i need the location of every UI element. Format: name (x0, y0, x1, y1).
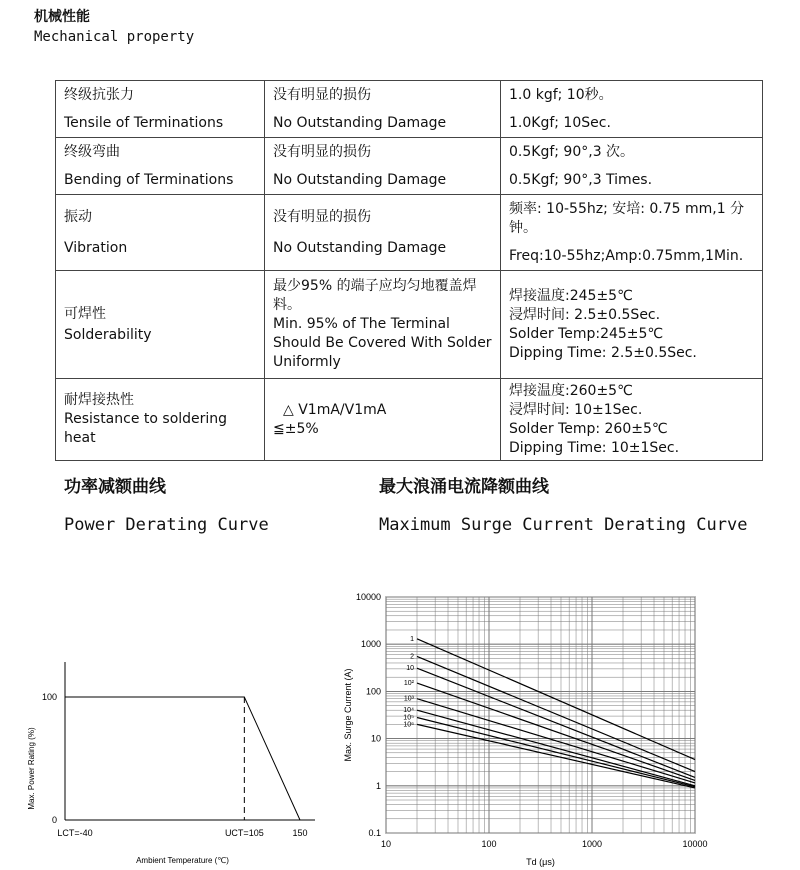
y-tick-label: 1000 (360, 639, 381, 650)
y-tick-label: 10 (370, 733, 381, 744)
series-line (417, 724, 695, 788)
req-cn: 没有明显的损伤 (273, 143, 371, 160)
item-cn: 终级弯曲 (64, 143, 120, 160)
x-tick-label: UCT=105 (224, 828, 264, 838)
cond-line: 浸焊时间: 2.5±0.5Sec. (509, 306, 661, 323)
y-tick-label: 0.1 (368, 828, 381, 838)
table-row (56, 138, 763, 195)
req-cn: 没有明显的损伤 (273, 208, 371, 225)
requirement-cell (265, 271, 501, 379)
req-en: ≦±5% (273, 420, 319, 437)
cond-line: 频率: 10-55hz; 安培: 0.75 mm,1 分钟。 (509, 200, 745, 236)
x-axis-label: Ambient Temperature (℃) (136, 856, 229, 865)
x-tick-label: 150 (292, 828, 308, 838)
x-tick-label: LCT=-40 (57, 828, 93, 838)
series-label: 10⁴ (403, 707, 415, 715)
item-en: Resistance to soldering heat (64, 411, 228, 446)
req-cn: 最少95% 的端子应均匀地覆盖焊料。 (273, 278, 477, 313)
mechanical-property-table (55, 80, 763, 461)
item-cn: 终级抗张力 (64, 86, 134, 103)
x-tick-label: 100 (481, 839, 497, 849)
req-en: No Outstanding Damage (273, 239, 447, 256)
req-en: Min. 95% of The Terminal Should Be Covered With Solder Uniformly (273, 316, 492, 370)
cond-line: 1.0Kgf; 10Sec. (509, 114, 611, 131)
plot-frame (386, 597, 695, 833)
condition-cell (501, 138, 763, 195)
power-derating-title-cn: 功率减额曲线 (64, 477, 166, 497)
y-tick-label: 1 (375, 780, 381, 791)
surge-current-chart (335, 585, 745, 870)
cond-line: Solder Temp: 260±5℃ (509, 420, 668, 437)
cond-line: Dipping Time: 2.5±0.5Sec. (509, 344, 697, 361)
cond-line: Solder Temp:245±5℃ (509, 325, 664, 342)
x-tick-label: 1000 (581, 839, 603, 849)
cond-line: 焊接温度:260±5℃ (509, 382, 633, 399)
cond-line: 焊接温度:245±5℃ (509, 287, 633, 304)
table-row (56, 379, 763, 461)
cond-line: 0.5Kgf; 90°,3 Times. (509, 171, 653, 188)
condition-cell (501, 195, 763, 271)
cond-line: Freq:10-55hz;Amp:0.75mm,1Min. (509, 247, 744, 264)
item-en: Tensile of Terminations (64, 114, 224, 131)
series-label: 10² (403, 680, 415, 688)
y-tick-label: 0 (51, 815, 57, 825)
x-axis-label: Td (μs) (526, 857, 555, 867)
y-tick-label: 10000 (355, 592, 381, 602)
series-line (417, 656, 695, 771)
section-title-cn: 机械性能 (34, 9, 90, 25)
cond-line: Dipping Time: 10±1Sec. (509, 439, 680, 456)
surge-derating-title-cn: 最大浪涌电流降额曲线 (379, 477, 549, 497)
cond-line: 浸焊时间: 10±1Sec. (509, 401, 643, 418)
item-cn: 可焊性 (64, 305, 106, 322)
cond-line: 0.5Kgf; 90°,3 次。 (509, 143, 635, 160)
item-cell (56, 138, 265, 195)
y-tick-label: 100 (41, 692, 57, 702)
table-row (56, 81, 763, 138)
req-en: No Outstanding Damage (273, 171, 447, 188)
item-cn: 耐焊接热性 (64, 392, 134, 408)
item-cn: 振动 (64, 208, 92, 225)
series-label: 10⁵ (403, 714, 415, 722)
surge-derating-title-en: Maximum Surge Current Derating Curve (379, 515, 748, 535)
item-cell (56, 379, 265, 461)
table-row (56, 195, 763, 271)
series-label: 10 (406, 665, 415, 673)
series-line (417, 710, 695, 786)
x-tick-label: 10000 (682, 839, 708, 849)
item-en: Solderability (64, 326, 152, 343)
requirement-cell (265, 81, 501, 138)
series-line (417, 717, 695, 786)
series-line (65, 697, 300, 820)
series-line (417, 683, 695, 780)
power-derating-title-en: Power Derating Curve (64, 515, 269, 535)
item-cell (56, 81, 265, 138)
series-label: 10⁶ (403, 721, 415, 729)
series-label: 10³ (403, 695, 415, 703)
item-cell (56, 195, 265, 271)
item-cell (56, 271, 265, 379)
requirement-cell (265, 195, 501, 271)
condition-cell (501, 271, 763, 379)
req-cn: 没有明显的损伤 (273, 86, 371, 103)
requirement-cell (265, 138, 501, 195)
y-axis-label: Max. Power Rating (%) (27, 727, 36, 810)
y-axis-label: Max. Surge Current (A) (343, 668, 353, 762)
item-en: Vibration (64, 239, 128, 256)
table-row (56, 271, 763, 379)
y-tick-label: 100 (365, 686, 381, 697)
item-en: Bending of Terminations (64, 171, 234, 188)
power-derating-chart (20, 650, 350, 870)
series-label: 1 (410, 635, 415, 643)
requirement-cell (265, 379, 501, 461)
req-en: No Outstanding Damage (273, 114, 447, 131)
condition-cell (501, 379, 763, 461)
section-title-en: Mechanical property (34, 29, 195, 45)
cond-line: 1.0 kgf; 10秒。 (509, 86, 613, 103)
series-label: 2 (410, 653, 415, 661)
condition-cell (501, 81, 763, 138)
x-tick-label: 10 (380, 839, 392, 849)
series-line (417, 668, 695, 777)
req-cn: △ V1mA/V1mA (283, 401, 387, 418)
